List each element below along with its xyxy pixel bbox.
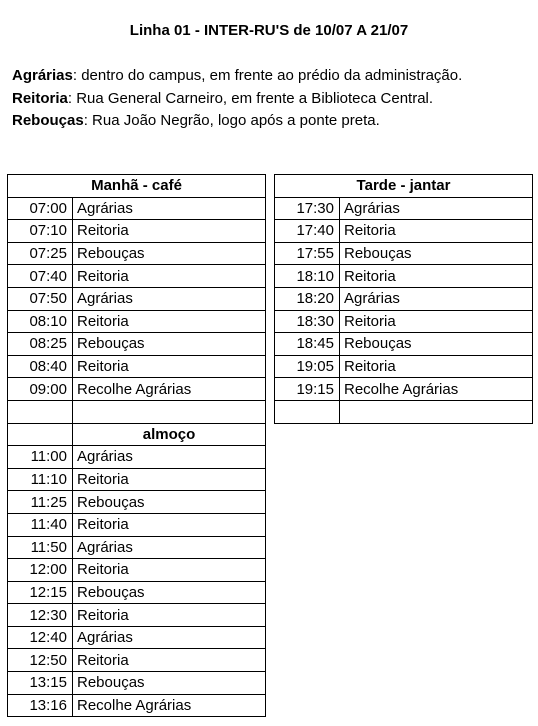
table-row xyxy=(8,242,266,265)
place-cell: Rebouças xyxy=(340,242,533,265)
location-desc: : Rua João Negrão, logo após a ponte preta. xyxy=(83,112,380,129)
place-cell: Recolhe Agrárias xyxy=(73,378,266,401)
place-cell: Reitoria xyxy=(340,265,533,288)
place-cell: Reitoria xyxy=(73,604,266,627)
time-cell: 11:40 xyxy=(8,513,73,536)
time-cell xyxy=(8,400,73,423)
time-cell: 12:40 xyxy=(8,626,73,649)
place-cell: Recolhe Agrárias xyxy=(340,378,533,401)
place-cell: Reitoria xyxy=(73,468,266,491)
place-cell: Rebouças xyxy=(340,333,533,356)
table-row xyxy=(275,197,533,220)
location-name: Rebouças xyxy=(12,112,84,129)
section-header: almoço xyxy=(73,423,266,446)
time-cell: 08:40 xyxy=(8,355,73,378)
place-cell: Reitoria xyxy=(73,310,266,333)
table-row xyxy=(275,265,533,288)
time-cell: 07:50 xyxy=(8,287,73,310)
place-cell: Agrárias xyxy=(73,287,266,310)
time-cell: 17:30 xyxy=(275,197,340,220)
location-name: Reitoria xyxy=(12,90,68,107)
table-row xyxy=(8,378,266,401)
time-cell: 07:00 xyxy=(8,197,73,220)
schedule-table-morning-lunch xyxy=(7,174,266,717)
time-cell: 19:15 xyxy=(275,378,340,401)
table-row xyxy=(8,536,266,559)
table-row xyxy=(8,287,266,310)
table-row xyxy=(8,604,266,627)
header-empty-cell xyxy=(8,423,73,446)
time-cell: 18:45 xyxy=(275,333,340,356)
place-cell xyxy=(340,400,533,423)
table-row xyxy=(8,468,266,491)
place-cell: Agrárias xyxy=(340,197,533,220)
time-cell: 07:40 xyxy=(8,265,73,288)
time-cell: 07:25 xyxy=(8,242,73,265)
time-cell: 13:15 xyxy=(8,672,73,695)
table-row xyxy=(8,310,266,333)
afternoon-header-row xyxy=(275,175,533,198)
place-cell: Recolhe Agrárias xyxy=(73,694,266,717)
table-row xyxy=(8,672,266,695)
time-cell: 17:55 xyxy=(275,242,340,265)
location-desc: : dentro do campus, em frente ao prédio da administração. xyxy=(72,67,463,84)
time-cell: 11:25 xyxy=(8,491,73,514)
place-cell: Reitoria xyxy=(340,310,533,333)
time-cell: 12:00 xyxy=(8,559,73,582)
page-title: Linha 01 - INTER-RU'S de 10/07 A 21/07 xyxy=(129,22,409,39)
time-cell: 12:30 xyxy=(8,604,73,627)
table-row xyxy=(8,446,266,469)
place-cell: Agrárias xyxy=(73,626,266,649)
table-row xyxy=(8,491,266,514)
location-name: Agrárias xyxy=(12,67,73,84)
time-cell: 08:25 xyxy=(8,333,73,356)
time-cell: 12:50 xyxy=(8,649,73,672)
table-row xyxy=(8,513,266,536)
table-row xyxy=(8,355,266,378)
time-cell: 08:10 xyxy=(8,310,73,333)
location-desc: : Rua General Carneiro, em frente a Biblioteca Central. xyxy=(67,90,434,107)
place-cell: Reitoria xyxy=(73,513,266,536)
location-reitoria xyxy=(12,90,433,107)
table-row xyxy=(275,333,533,356)
time-cell: 09:00 xyxy=(8,378,73,401)
place-cell: Rebouças xyxy=(73,672,266,695)
time-cell: 18:10 xyxy=(275,265,340,288)
schedule-table-afternoon xyxy=(274,174,533,424)
place-cell: Reitoria xyxy=(73,220,266,243)
place-cell: Reitoria xyxy=(340,355,533,378)
table-row xyxy=(8,333,266,356)
place-cell: Reitoria xyxy=(73,265,266,288)
table-row xyxy=(275,310,533,333)
table-row xyxy=(275,242,533,265)
place-cell: Agrárias xyxy=(73,197,266,220)
time-cell: 17:40 xyxy=(275,220,340,243)
place-cell: Agrárias xyxy=(73,536,266,559)
table-row xyxy=(8,220,266,243)
time-cell: 11:10 xyxy=(8,468,73,491)
table-row xyxy=(8,400,266,423)
table-row xyxy=(275,378,533,401)
table-row xyxy=(8,649,266,672)
time-cell: 11:00 xyxy=(8,446,73,469)
time-cell: 07:10 xyxy=(8,220,73,243)
place-cell: Reitoria xyxy=(73,649,266,672)
place-cell: Reitoria xyxy=(340,220,533,243)
table-row xyxy=(8,197,266,220)
place-cell: Agrárias xyxy=(73,446,266,469)
table-row xyxy=(8,694,266,717)
lunch-header-row xyxy=(8,423,266,446)
table-row xyxy=(8,581,266,604)
place-cell: Rebouças xyxy=(73,242,266,265)
time-cell: 18:20 xyxy=(275,287,340,310)
place-cell: Rebouças xyxy=(73,333,266,356)
place-cell: Rebouças xyxy=(73,491,266,514)
section-header: Manhã - café xyxy=(8,175,266,198)
time-cell: 18:30 xyxy=(275,310,340,333)
morning-header-row xyxy=(8,175,266,198)
table-row xyxy=(275,220,533,243)
time-cell: 19:05 xyxy=(275,355,340,378)
time-cell: 11:50 xyxy=(8,536,73,559)
time-cell xyxy=(275,400,340,423)
place-cell: Reitoria xyxy=(73,355,266,378)
section-header: Tarde - jantar xyxy=(275,175,533,198)
place-cell: Reitoria xyxy=(73,559,266,582)
location-agrarias xyxy=(12,67,462,84)
time-cell: 13:16 xyxy=(8,694,73,717)
time-cell: 12:15 xyxy=(8,581,73,604)
table-row xyxy=(8,559,266,582)
table-row xyxy=(275,400,533,423)
table-row xyxy=(275,287,533,310)
table-row xyxy=(8,626,266,649)
place-cell xyxy=(73,400,266,423)
table-row xyxy=(275,355,533,378)
table-row xyxy=(8,265,266,288)
place-cell: Rebouças xyxy=(73,581,266,604)
location-reboucas xyxy=(12,112,380,129)
place-cell: Agrárias xyxy=(340,287,533,310)
